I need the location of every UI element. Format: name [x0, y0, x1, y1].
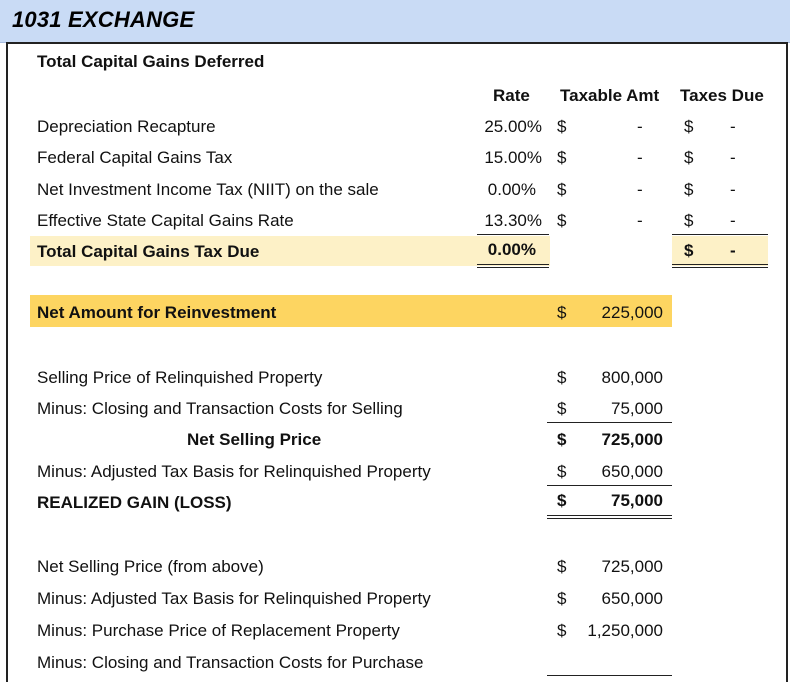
gain-row-label: Selling Price of Relinquished Property	[37, 368, 323, 387]
header-rate: Rate	[493, 86, 530, 105]
tax-row-rate: 15.00%	[484, 148, 542, 167]
rate-sum-line	[477, 234, 549, 235]
tax-row-label: Net Investment Income Tax (NIIT) on the sale	[37, 180, 379, 199]
subtotal-line	[547, 422, 672, 423]
tax-row-taxable-amt: -	[637, 148, 643, 167]
tax-row-taxable-currency: $	[557, 211, 567, 230]
title-bar	[0, 0, 790, 43]
purchase-costs-line	[547, 675, 672, 676]
boot-row-value: 650,000	[601, 589, 663, 608]
gain-row-currency: $	[557, 430, 567, 449]
net-reinvest-value: 225,000	[601, 303, 663, 322]
gain-row-currency: $	[557, 462, 567, 481]
due-sum-line	[672, 234, 768, 235]
rate-total-double-line	[477, 264, 549, 268]
boot-row-value: 725,000	[601, 557, 663, 576]
boot-row-label: Minus: Purchase Price of Replacement Property	[37, 621, 400, 640]
gain-row-label: Net Selling Price	[187, 430, 322, 449]
gain-row-value: 75,000	[611, 491, 663, 510]
gain-row-currency: $	[557, 491, 567, 510]
boot-row-currency: $	[557, 557, 567, 576]
tax-row-rate: 13.30%	[484, 211, 542, 230]
total-tax-due-currency: $	[684, 241, 694, 260]
net-reinvest-label: Net Amount for Reinvestment	[37, 303, 277, 322]
tax-row-due: -	[730, 180, 736, 199]
tax-row-due: -	[730, 117, 736, 136]
boot-row-label: Minus: Closing and Transaction Costs for Purchase	[37, 653, 424, 672]
total-tax-due: -	[730, 241, 736, 260]
tax-row-due: -	[730, 211, 736, 230]
gain-row-value: 650,000	[601, 462, 663, 481]
boot-row-label: Minus: Adjusted Tax Basis for Relinquished Property	[37, 589, 431, 608]
tax-row-due-currency: $	[684, 180, 694, 199]
gain-total-double-line	[547, 515, 672, 519]
gain-row-currency: $	[557, 399, 567, 418]
tax-row-taxable-currency: $	[557, 117, 567, 136]
worksheet-frame	[6, 42, 788, 682]
tax-row-rate: 0.00%	[487, 180, 536, 199]
tax-row-taxable-amt: -	[637, 211, 643, 230]
tax-row-rate: 25.00%	[484, 117, 542, 136]
net-reinvest-currency: $	[557, 303, 567, 322]
tax-row-due-currency: $	[684, 148, 694, 167]
tax-row-taxable-currency: $	[557, 180, 567, 199]
boot-row-label: Net Selling Price (from above)	[37, 557, 264, 576]
gain-row-label: REALIZED GAIN (LOSS)	[37, 493, 232, 512]
due-total-double-line	[672, 264, 768, 268]
tax-row-taxable-amt: -	[637, 180, 643, 199]
gain-row-currency: $	[557, 368, 567, 387]
gain-row-value: 725,000	[601, 430, 663, 449]
section-title: Total Capital Gains Deferred	[37, 52, 265, 71]
header-taxes-due: Taxes Due	[680, 86, 764, 105]
tax-row-label: Federal Capital Gains Tax	[37, 148, 233, 167]
tax-row-due-currency: $	[684, 117, 694, 136]
gain-sum-line	[547, 485, 672, 486]
gain-row-value: 75,000	[611, 399, 663, 418]
tax-row-due-currency: $	[684, 211, 694, 230]
gain-row-label: Minus: Adjusted Tax Basis for Relinquished Property	[37, 462, 431, 481]
gain-row-value: 800,000	[601, 368, 663, 387]
header-taxable-amt: Taxable Amt	[560, 86, 660, 105]
tax-row-taxable-currency: $	[557, 148, 567, 167]
boot-row-currency: $	[557, 589, 567, 608]
boot-row-value: 1,250,000	[587, 621, 663, 640]
total-tax-rate: 0.00%	[487, 240, 536, 259]
tax-row-taxable-amt: -	[637, 117, 643, 136]
boot-row-currency: $	[557, 621, 567, 640]
total-tax-label: Total Capital Gains Tax Due	[37, 242, 260, 261]
tax-row-due: -	[730, 148, 736, 167]
page-title: 1031 EXCHANGE	[12, 7, 195, 32]
tax-row-label: Effective State Capital Gains Rate	[37, 211, 294, 230]
tax-row-label: Depreciation Recapture	[37, 117, 216, 136]
gain-row-label: Minus: Closing and Transaction Costs for Selling	[37, 399, 403, 418]
